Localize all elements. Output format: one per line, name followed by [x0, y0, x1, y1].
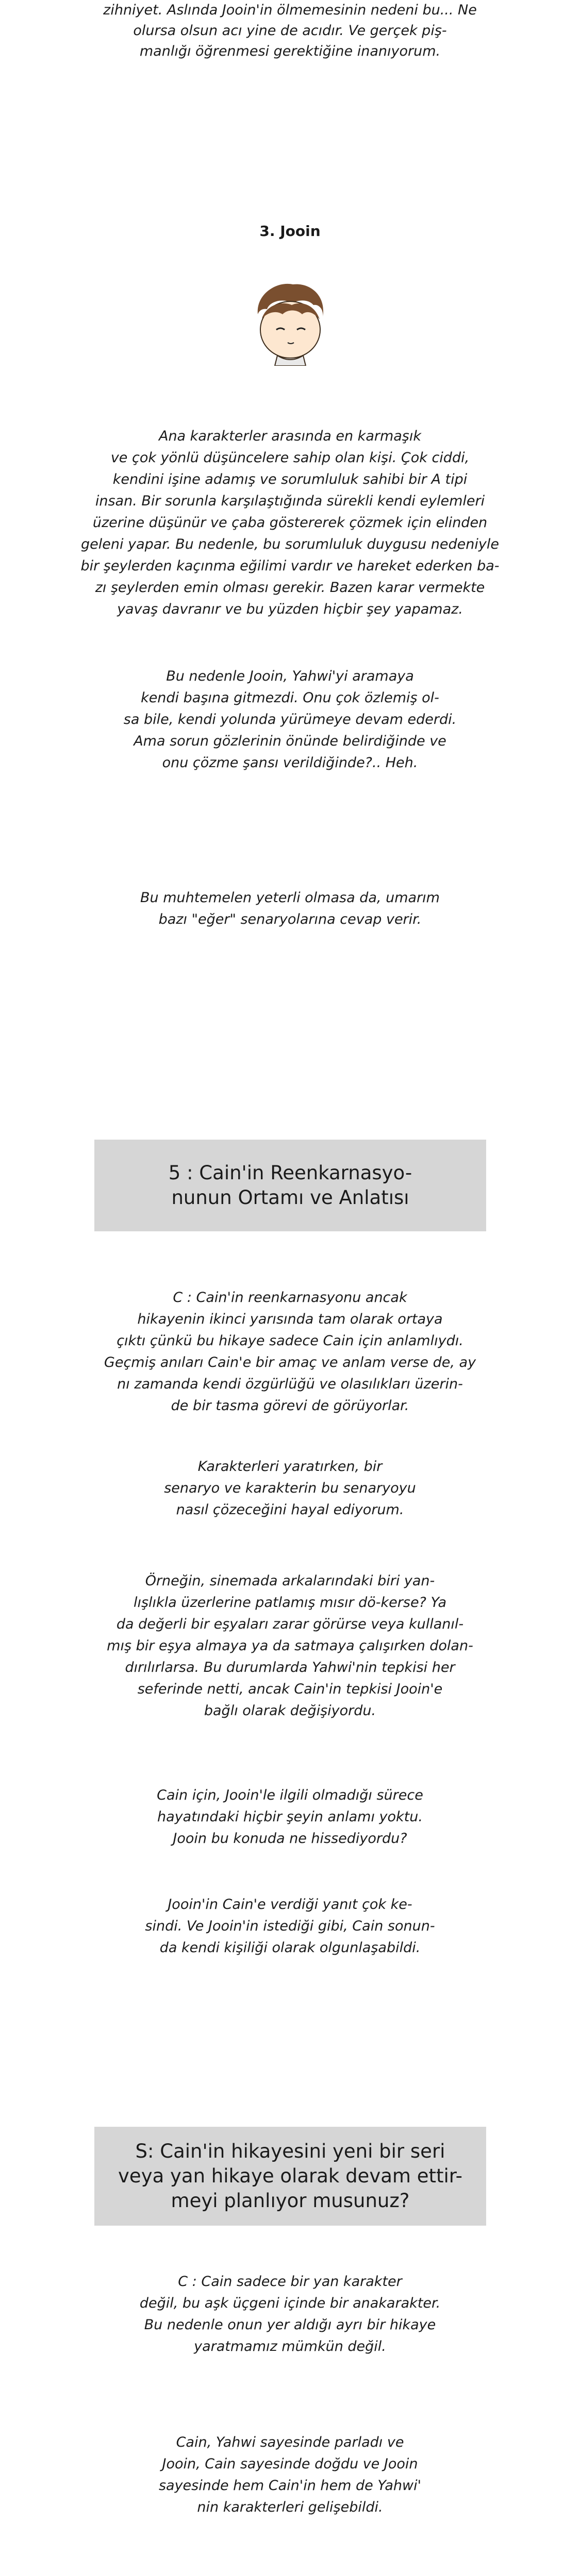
- q5-answer-paragraph-3: Örneğin, sinemada arkalarındaki biri yan- lışlıkla üzerlerine patlamış mısır dö-kerse? Ya da değerli bir eşyaları zarar görürse veya kullanıl- mış bir eşya almaya ya da satmaya çalışırken dolan- dırılırlarsa. Bu durumlarda Yahwi'nin tepkisi her seferinde netti, ancak Cain'in tepkisi Jooin'e bağlı olarak değişiyordu.: [107, 1573, 473, 1719]
- q6-answer-paragraph-2: Cain, Yahwi sayesinde parladı ve Jooin, Cain sayesinde doğdu ve Jooin sayesinde hem Cain'in hem de Yahwi' nin karakterleri gelişebildi.: [158, 2434, 422, 2515]
- jooin-avatar-icon: [246, 278, 334, 366]
- closing-paragraph: Bu muhtemelen yeterli olmasa da, umarım bazı "eğer" senaryolarına cevap verir.: [140, 890, 440, 927]
- jooin-description: Ana karakterler arasında en karmaşık ve çok yönlü düşüncelere sahip olan kişi. Çok ciddi, kendini işine adamış ve sorumluluk sahibi bir A tipi insan. Bir sorunla karşılaştığında sürekli kendi eylemleri üzerine düşünür ve çaba göstererek çözmek için elinden geleni yapar. Bu nedenle, bu sorumluluk duygusu nedeniyle bir şeylerden kaçınma eğilimi vardır ve hareket ederken ba- zı şeylerden emin olması gerekir. Bazen karar vermekte yavaş davranır ve bu yüzden hiçbir şey yapamaz.: [80, 428, 500, 617]
- intro-tail-paragraph: zihniyet. Aslında Jooin'in ölmemesinin nedeni bu... Ne olursa olsun acı yine de acıdır. Ve gerçek piş- manlığı öğrenmesi gerektiğine inanıyorum.: [103, 2, 477, 59]
- q6-answer-paragraph-3: [62, 2573, 518, 2576]
- q5-answer-paragraph-5: Jooin'in Cain'e verdiği yanıt çok ke- sindi. Ve Jooin'in istediği gibi, Cain sonun- da kendi kişiliği olarak olgunlaşabildi.: [145, 1896, 435, 1956]
- q6-answer-paragraph-1: C : Cain sadece bir yan karakter değil, bu aşk üçgeni içinde bir anakarakter. Bu nedenle onun yer aldığı ayrı bir hikaye yaratmamız mümkün değil.: [139, 2274, 441, 2354]
- q5-answer-paragraph-1: C : Cain'in reenkarnasyonu ancak hikayenin ikinci yarısında tam olarak ortaya çıktı çünkü bu hikaye sadece Cain için anlamlıydı. Geçmiş anıları Cain'e bir amaç ve anlam verse de, ay nı zamanda kendi özgürlüğü ve olasılıkları üzerin- de bir tasma görevi de görüyorlar.: [104, 1290, 476, 1414]
- question-6-banner: S: Cain'in hikayesini yeni bir seri veya yan hikaye olarak devam ettir- meyi planlıyor musunuz?: [94, 2127, 486, 2226]
- q5-answer-paragraph-2: Karakterleri yaratırken, bir senaryo ve karakterin bu senaryoyu nasıl çözeceğini hayal ediyorum.: [164, 1459, 416, 1518]
- jooin-heading: 3. Jooin: [259, 223, 321, 240]
- jooin-yahwi-paragraph: Bu nedenle Jooin, Yahwi'yi aramaya kendi başına gitmezdi. Onu çok özlemiş ol- sa bile, kendi yolunda yürümeye devam ederdi. Ama sorun gözlerinin önünde belirdiğinde ve onu çözme şansı verildiğinde?.. Heh.: [123, 668, 457, 771]
- q5-answer-paragraph-4: Cain için, Jooin'le ilgili olmadığı sürece hayatındaki hiçbir şeyin anlamı yoktu. Jooin bu konuda ne hissediyordu?: [157, 1787, 423, 1846]
- question-5-banner: 5 : Cain'in Reenkarnasyo- nunun Ortamı ve Anlatısı: [94, 1140, 486, 1231]
